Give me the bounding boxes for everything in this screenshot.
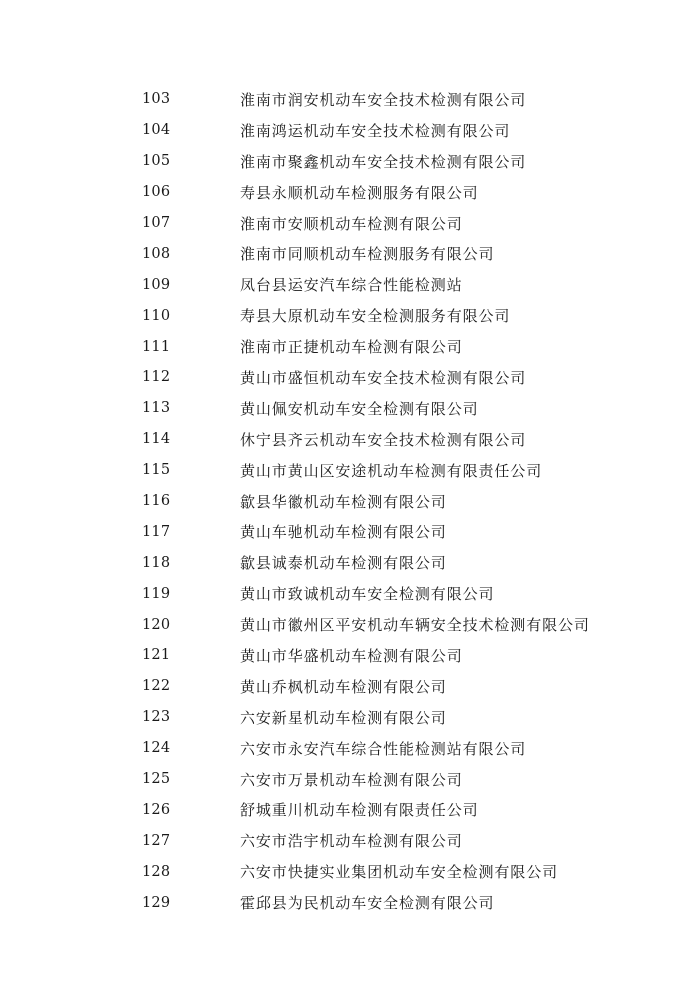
list-item — [0, 362, 700, 393]
company-name: 黄山市盛恒机动车安全技术检测有限公司 — [240, 368, 527, 387]
list-item — [0, 84, 700, 115]
list-item — [0, 825, 700, 856]
company-name: 霍邱县为民机动车安全检测有限公司 — [240, 894, 495, 913]
row-number: 114 — [142, 431, 171, 448]
company-name: 淮南鸿运机动车安全技术检测有限公司 — [240, 121, 511, 140]
list-item — [0, 393, 700, 424]
list-item — [0, 733, 700, 764]
list-item — [0, 856, 700, 887]
company-name: 黄山市黄山区安途机动车检测有限责任公司 — [240, 461, 543, 480]
row-number: 116 — [142, 493, 171, 510]
list-item — [0, 269, 700, 300]
row-number: 121 — [142, 647, 171, 664]
row-number: 128 — [142, 863, 171, 880]
row-number: 112 — [142, 369, 171, 386]
row-number: 113 — [142, 400, 171, 417]
company-name: 六安市永安汽车综合性能检测站有限公司 — [240, 739, 527, 758]
list-item — [0, 516, 700, 547]
company-name: 黄山车驰机动车检测有限公司 — [240, 523, 447, 542]
company-name: 淮南市润安机动车安全技术检测有限公司 — [240, 90, 527, 109]
row-number: 111 — [142, 338, 171, 355]
row-number: 127 — [142, 832, 171, 849]
company-name: 黄山乔枫机动车检测有限公司 — [240, 677, 447, 696]
list-item — [0, 115, 700, 146]
row-number: 106 — [142, 184, 171, 201]
list-item — [0, 794, 700, 825]
company-name: 淮南市同顺机动车检测服务有限公司 — [240, 245, 495, 264]
company-name: 黄山市徽州区平安机动车辆安全技术检测有限公司 — [240, 616, 590, 635]
company-name: 六安新星机动车检测有限公司 — [240, 708, 447, 727]
row-number: 129 — [142, 894, 171, 911]
list-item — [0, 764, 700, 795]
list-item — [0, 146, 700, 177]
company-name: 六安市万景机动车检测有限公司 — [240, 770, 463, 789]
company-name: 休宁县齐云机动车安全技术检测有限公司 — [240, 430, 527, 449]
company-name: 歙县诚泰机动车检测有限公司 — [240, 554, 447, 573]
row-number: 124 — [142, 740, 171, 757]
row-number: 118 — [142, 554, 171, 571]
company-name: 六安市快捷实业集团机动车安全检测有限公司 — [240, 863, 559, 882]
company-name: 寿县大原机动车安全检测服务有限公司 — [240, 307, 511, 326]
list-item — [0, 455, 700, 486]
list-item — [0, 887, 700, 918]
row-number: 110 — [142, 307, 171, 324]
company-name: 淮南市正捷机动车检测有限公司 — [240, 338, 463, 357]
company-name: 黄山市致诚机动车安全检测有限公司 — [240, 585, 495, 604]
list-item — [0, 578, 700, 609]
company-name: 歙县华徽机动车检测有限公司 — [240, 492, 447, 511]
list-item — [0, 609, 700, 640]
row-number: 123 — [142, 709, 171, 726]
list-item — [0, 486, 700, 517]
row-number: 125 — [142, 771, 171, 788]
list-item — [0, 547, 700, 578]
company-name: 凤台县运安汽车综合性能检测站 — [240, 276, 463, 295]
company-name: 黄山市华盛机动车检测有限公司 — [240, 646, 463, 665]
list-item — [0, 208, 700, 239]
list-item — [0, 177, 700, 208]
company-name: 淮南市聚鑫机动车安全技术检测有限公司 — [240, 152, 527, 171]
row-number: 119 — [142, 585, 171, 602]
row-number: 115 — [142, 462, 171, 479]
list-item — [0, 300, 700, 331]
company-list — [0, 84, 700, 918]
row-number: 105 — [142, 153, 171, 170]
row-number: 107 — [142, 215, 171, 231]
row-number: 117 — [142, 523, 171, 540]
list-item — [0, 640, 700, 671]
list-item — [0, 424, 700, 455]
list-item — [0, 702, 700, 733]
row-number: 104 — [142, 122, 171, 139]
list-item — [0, 331, 700, 362]
list-item — [0, 671, 700, 702]
row-number: 108 — [142, 245, 171, 262]
row-number: 120 — [142, 616, 171, 633]
company-name: 舒城重川机动车检测有限责任公司 — [240, 801, 479, 820]
company-name: 淮南市安顺机动车检测有限公司 — [240, 214, 463, 233]
row-number: 126 — [142, 801, 171, 818]
list-item — [0, 238, 700, 269]
company-name: 寿县永顺机动车检测服务有限公司 — [240, 183, 479, 202]
company-name: 六安市浩宇机动车检测有限公司 — [240, 832, 463, 851]
row-number: 109 — [142, 276, 171, 293]
company-name: 黄山佩安机动车安全检测有限公司 — [240, 399, 479, 418]
row-number: 122 — [142, 678, 171, 695]
row-number: 103 — [142, 91, 171, 108]
